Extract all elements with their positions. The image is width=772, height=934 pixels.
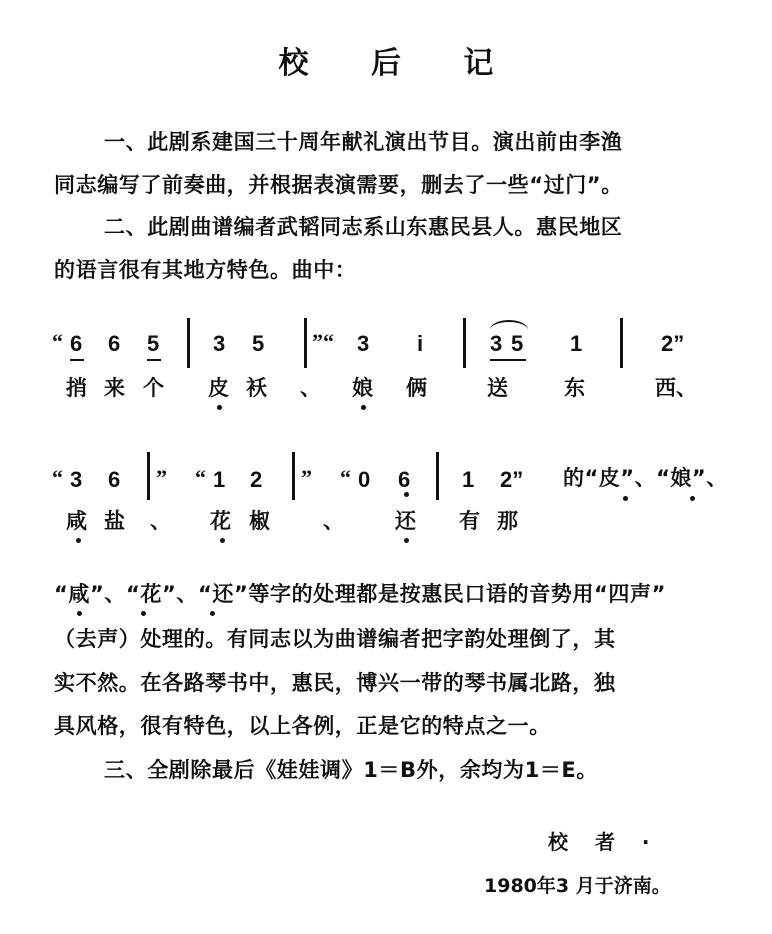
note: 1 [570,331,583,356]
lyric: 、 [300,376,321,400]
signature-date: 1980年3 月于济南。 [484,875,671,897]
bar-line [292,452,295,500]
note: 5 [252,331,265,356]
lyric: 那 [497,509,518,533]
paragraph-4-line-1: 三、全剧除最后《娃娃调》1＝B外，余均为1＝E。 [104,758,598,782]
note: 3 [213,331,226,356]
emphasis-dot [141,611,146,616]
open-quote: “ [52,329,63,354]
lyric: 西、 [655,376,697,400]
lyric: 东 [564,376,585,400]
bar-line [187,318,190,368]
lyric: 袄 [246,376,267,400]
lyric: 椒 [249,509,270,533]
note: 1 [213,467,226,492]
note-underline [70,359,84,361]
emphasis-dot [361,405,366,410]
emphasis-dot [404,538,409,543]
note: 1 [462,467,475,492]
lyric: 还 [395,509,416,533]
note: 6 [70,331,83,356]
page-title: 校 后 记 [278,46,520,81]
bar-line [620,318,623,368]
bar-line [147,452,150,500]
emphasis-dot [217,405,222,410]
lyric: 、 [323,509,344,533]
emphasis-dot [77,611,82,616]
low-octave-dot [404,492,409,497]
lyric: 个 [143,376,164,400]
note-underline [147,359,161,361]
close-quote: ” [301,465,312,490]
lyric: 捎 [66,376,87,400]
lyric: 娘 [352,376,373,400]
paragraph-2-line-1: 二、此剧曲谱编者武韬同志系山东惠民县人。惠民地区 [104,215,623,239]
note: 6 [108,331,121,356]
inline-text: 的“皮”、“娘”、 [563,466,728,490]
lyric: 皮 [208,376,229,400]
note: 6 [398,467,411,492]
note: 6 [108,467,121,492]
lyric: 来 [104,376,125,400]
emphasis-dot [76,538,81,543]
emphasis-dot [220,538,225,543]
emphasis-dot [690,496,695,501]
note-with-close-quote: 2” [661,331,685,356]
note: 5 [511,331,524,356]
close-quote: ” [156,465,167,490]
note-with-close-quote: 2” [500,467,524,492]
paragraph-2-line-2: 的语言很有其地方特色。曲中： [54,258,357,282]
note-underline [490,359,526,361]
paragraph-3-line-4: 具风格，很有特色，以上各例，正是它的特点之一。 [54,714,551,738]
note: 3 [357,331,370,356]
note: 3 [490,331,503,356]
slur [490,320,528,330]
note: 3 [70,467,83,492]
paragraph-1-line-2: 同志编写了前奏曲，并根据表演需要，删去了一些“过门”。 [54,173,623,197]
emphasis-dot [623,496,628,501]
note: 2 [250,467,263,492]
lyric: 、 [150,509,171,533]
note: 0 [358,467,371,492]
note: 5 [147,331,160,356]
paragraph-3-line-2: （去声）处理的。有同志以为曲谱编者把字韵处理倒了，其 [54,627,616,651]
bar-line [463,318,466,368]
open-quote: “ [195,465,206,490]
emphasis-dot [210,611,215,616]
lyric: 咸 [66,509,87,533]
paragraph-3-line-1: “咸”、“花”、“还”等字的处理都是按惠民口语的音势用“四声” [54,582,667,606]
lyric: 俩 [406,376,427,400]
open-quote: “ [340,465,351,490]
bar-line [436,452,439,500]
open-quote: “ [52,465,63,490]
lyric: 盐 [104,509,125,533]
signature-author: 校 者 · [548,830,660,854]
paragraph-3-line-3: 实不然。在各路琴书中，惠民，博兴一带的琴书属北路，独 [54,671,616,695]
bar-line [304,318,307,368]
lyric: 送 [487,376,508,400]
close-open-quote: ”“ [312,329,334,354]
lyric: 有 [459,509,480,533]
lyric: 花 [210,509,231,533]
paragraph-1-line-1: 一、此剧系建国三十周年献礼演出节目。演出前由李渔 [104,130,623,154]
note-high-1: i [417,331,424,356]
